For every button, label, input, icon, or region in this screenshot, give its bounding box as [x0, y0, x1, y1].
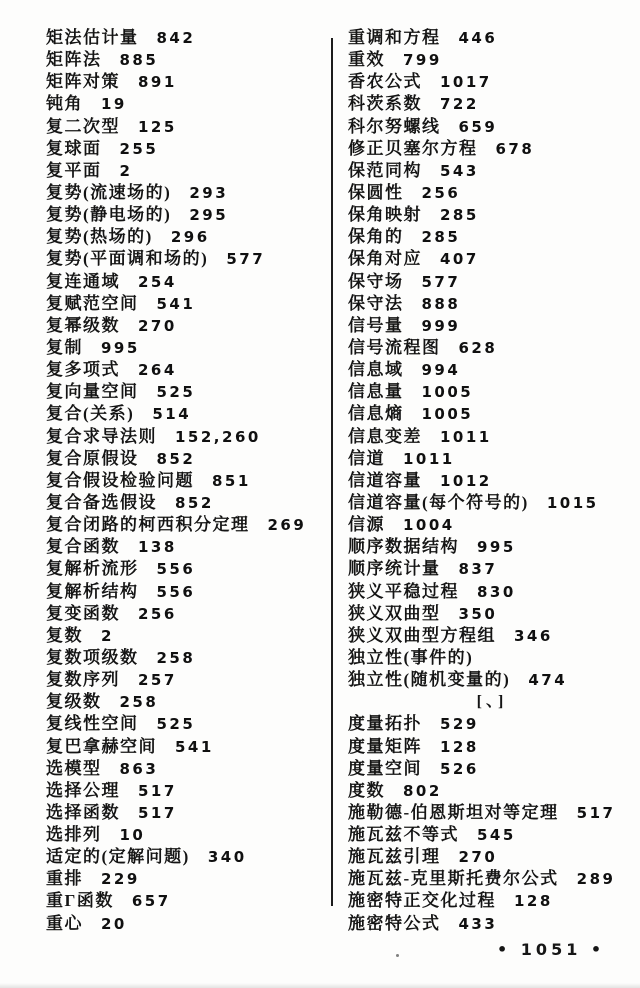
page-number-footer: • 1051 • — [497, 940, 606, 959]
index-page-number: 1011 — [440, 427, 492, 446]
index-term: 度量矩阵 — [348, 736, 422, 756]
index-entry — [46, 780, 338, 802]
index-term: 选排列 — [46, 825, 102, 845]
scan-edge-shadow — [0, 983, 640, 988]
index-entry — [348, 359, 636, 381]
index-page-number: 851 — [212, 471, 251, 490]
index-entry — [348, 381, 636, 403]
index-entry — [348, 27, 636, 49]
index-page-number: 842 — [156, 29, 196, 47]
index-page-number: 350 — [458, 604, 498, 623]
index-entry — [348, 558, 636, 580]
index-page-number: 543 — [440, 161, 479, 180]
index-page-number: 525 — [156, 715, 196, 734]
index-entry — [348, 138, 636, 160]
index-page-number: 529 — [440, 715, 479, 734]
index-term: 狭义平稳过程 — [348, 581, 459, 601]
index-page-number: 2 — [101, 626, 114, 645]
index-term: 保角的 — [348, 227, 404, 247]
index-term: 复合备选假设 — [46, 492, 157, 512]
index-page-number: 258 — [119, 693, 159, 712]
index-page-number: 1004 — [403, 516, 455, 535]
index-entry — [348, 669, 636, 691]
index-entry — [46, 758, 338, 780]
index-term: 科尔努螺线 — [348, 116, 441, 136]
index-term: 复数序列 — [46, 670, 120, 690]
index-entry — [46, 913, 338, 935]
index-entry — [46, 802, 338, 824]
index-term: 复合闭路的柯西积分定理 — [46, 515, 250, 535]
index-term: 香农公式 — [348, 72, 422, 92]
index-entry — [46, 182, 338, 204]
index-term: 保角对应 — [348, 249, 422, 269]
index-page-number: 1005 — [421, 405, 474, 424]
index-page-number: 340 — [207, 848, 247, 867]
index-term: 复多项式 — [46, 360, 120, 380]
index-page-number: 255 — [119, 139, 159, 158]
index-page-number: 1017 — [440, 73, 492, 92]
index-entry — [348, 736, 636, 758]
index-page-number: 722 — [440, 95, 479, 114]
index-term: 信号量 — [348, 315, 404, 335]
index-term: 顺序统计量 — [348, 559, 441, 579]
index-term: 矩阵法 — [46, 50, 102, 70]
index-page-number: 885 — [119, 51, 159, 70]
index-term: 狭义双曲型 — [348, 603, 441, 623]
index-entry — [46, 669, 338, 691]
index-entry — [348, 647, 636, 669]
index-term: 复合(关系) — [46, 404, 135, 424]
index-term: 复向量空间 — [46, 382, 139, 402]
index-entry — [46, 403, 338, 425]
index-term: 复巴拿赫空间 — [46, 736, 157, 756]
index-entry — [46, 248, 338, 270]
index-page-number: 863 — [119, 759, 159, 778]
index-page-number: 678 — [495, 139, 535, 158]
column-divider-rule — [331, 38, 333, 906]
index-term: 复解析流形 — [46, 559, 139, 579]
index-term: 狭义双曲型方程组 — [348, 625, 496, 645]
index-entry — [46, 691, 338, 713]
index-page-number: 446 — [458, 29, 498, 47]
index-page-number: 254 — [138, 272, 177, 291]
index-entry — [46, 625, 338, 647]
index-term: 施密特公式 — [348, 913, 441, 933]
index-page-number: 517 — [138, 803, 177, 822]
index-entry — [46, 890, 338, 912]
index-term: 度数 — [348, 780, 385, 800]
index-page-number: 852 — [175, 493, 214, 512]
index-entry — [348, 315, 636, 337]
index-term: 钝角 — [46, 94, 83, 114]
index-entry — [348, 868, 636, 890]
index-entry — [348, 160, 636, 182]
index-page-number: 285 — [440, 206, 479, 225]
index-entry — [348, 913, 636, 935]
index-entry — [348, 226, 636, 248]
index-entry — [46, 647, 338, 669]
index-entry — [348, 71, 636, 93]
index-entry — [348, 426, 636, 448]
index-term: 信源 — [348, 515, 385, 535]
index-page-number: 289 — [576, 870, 616, 889]
index-term: 复线性空间 — [46, 714, 139, 734]
index-page-number: 1015 — [546, 493, 599, 512]
index-term: 信息域 — [348, 360, 404, 380]
index-page-number: 295 — [189, 206, 229, 225]
index-term: 复赋范空间 — [46, 293, 139, 313]
index-term: 重Γ函数 — [46, 891, 114, 911]
index-entry — [46, 138, 338, 160]
index-page-number: 999 — [421, 316, 461, 335]
index-page-number: 407 — [440, 250, 479, 269]
index-entry — [46, 448, 338, 470]
index-entry — [348, 93, 636, 115]
index-entry — [46, 426, 338, 448]
index-page-number: 128 — [514, 892, 553, 911]
index-entry — [46, 470, 338, 492]
index-entry — [46, 846, 338, 868]
index-term: 复数项级数 — [46, 647, 139, 667]
index-page-number: 577 — [421, 272, 461, 291]
index-term: 信息熵 — [348, 404, 404, 424]
index-term: 复势(平面调和场的) — [46, 249, 209, 269]
index-page-number: 474 — [528, 671, 568, 690]
index-entry — [348, 337, 636, 359]
index-page-number: 852 — [156, 449, 196, 468]
index-entry — [348, 248, 636, 270]
index-page-number: 891 — [138, 73, 177, 92]
index-term: 复合假设检验问题 — [46, 470, 194, 490]
index-term: 复势(流速场的) — [46, 182, 172, 202]
index-page-number: 888 — [421, 294, 461, 313]
index-page-number: 577 — [226, 250, 266, 269]
index-term: 施瓦兹不等式 — [348, 825, 459, 845]
index-page-number: 525 — [156, 383, 196, 402]
index-page-number: 514 — [152, 405, 192, 424]
index-entry — [46, 492, 338, 514]
index-entry — [46, 204, 338, 226]
index-entry — [348, 403, 636, 425]
index-entry — [348, 603, 636, 625]
index-entry — [348, 271, 636, 293]
index-page-number: 293 — [189, 183, 229, 202]
index-entry — [46, 27, 338, 49]
index-term: 复平面 — [46, 160, 102, 180]
index-entry — [348, 758, 636, 780]
index-entry — [348, 536, 636, 558]
index-term: 复幂级数 — [46, 315, 120, 335]
index-page-number: 270 — [458, 848, 498, 867]
index-term: 选择函数 — [46, 802, 120, 822]
index-term: 施密特正交化过程 — [348, 891, 496, 911]
index-term: 复合求导法则 — [46, 426, 157, 446]
index-entry — [46, 603, 338, 625]
index-page-number: 659 — [458, 117, 498, 136]
index-page-number: 1012 — [440, 471, 492, 490]
index-entry — [348, 780, 636, 802]
index-page-number: 541 — [175, 737, 214, 756]
index-page-number: 256 — [421, 183, 461, 202]
index-page-number: 256 — [138, 604, 177, 623]
index-page-number: 285 — [421, 228, 461, 247]
index-term: 选模型 — [46, 758, 102, 778]
index-entry — [348, 492, 636, 514]
index-term: 复势(静电场的) — [46, 205, 172, 225]
index-entry — [348, 846, 636, 868]
index-page-number: 346 — [514, 626, 553, 645]
index-entry — [348, 49, 636, 71]
index-term: 科茨系数 — [348, 94, 422, 114]
index-page-number: 541 — [156, 294, 196, 313]
index-entry — [46, 116, 338, 138]
index-term: 保守场 — [348, 271, 404, 291]
index-term: 独立性(随机变量的) — [348, 670, 511, 690]
index-term: 施瓦兹-克里斯托费尔公式 — [348, 869, 559, 889]
index-entry — [348, 581, 636, 603]
index-term: 矩法估计量 — [46, 28, 139, 47]
index-term: 适定的(定解问题) — [46, 847, 190, 867]
index-term: 信号流程图 — [348, 337, 441, 357]
index-page-number: 1011 — [403, 449, 455, 468]
index-page-number: 628 — [458, 338, 498, 357]
index-page-number: 269 — [267, 516, 307, 535]
index-page-number: 125 — [138, 117, 177, 136]
index-term: [、] — [476, 693, 508, 711]
index-term: 度量空间 — [348, 758, 422, 778]
index-page-number: 138 — [138, 538, 177, 557]
index-term: 施瓦兹引理 — [348, 847, 441, 867]
index-entry — [46, 713, 338, 735]
index-term: 重排 — [46, 869, 83, 889]
index-entry — [46, 558, 338, 580]
index-page-number: 264 — [138, 361, 177, 380]
index-entry — [46, 736, 338, 758]
index-page-number: 517 — [138, 781, 177, 800]
index-term: 信道 — [348, 448, 385, 468]
index-entry — [46, 160, 338, 182]
index-entry — [46, 293, 338, 315]
index-entry — [46, 824, 338, 846]
index-term: 独立性(事件的) — [348, 647, 474, 667]
index-entry — [348, 890, 636, 912]
index-term: 复合函数 — [46, 537, 120, 557]
ink-speck — [396, 954, 399, 957]
index-page-number: 556 — [156, 582, 196, 601]
index-entry — [46, 93, 338, 115]
index-page-number: 994 — [421, 361, 461, 380]
index-term: 施勒德-伯恩斯坦对等定理 — [348, 802, 559, 822]
index-term: 复数 — [46, 625, 83, 645]
index-entry — [348, 182, 636, 204]
index-entry — [46, 337, 338, 359]
index-term: 顺序数据结构 — [348, 537, 459, 557]
index-entry — [348, 448, 636, 470]
index-page-number: 270 — [138, 316, 177, 335]
index-page-number: 152,260 — [175, 427, 261, 446]
index-page-number: 257 — [138, 671, 177, 690]
index-entry — [348, 470, 636, 492]
index-page-number: 296 — [170, 228, 210, 247]
index-term: 复级数 — [46, 692, 102, 712]
index-entry — [46, 359, 338, 381]
index-page-number: 433 — [458, 914, 498, 933]
index-entry — [348, 824, 636, 846]
index-term: 保范同构 — [348, 160, 422, 180]
index-entry — [46, 381, 338, 403]
index-entry — [348, 204, 636, 226]
index-entry — [46, 514, 338, 536]
index-term: 保圆性 — [348, 182, 404, 202]
index-term: 复制 — [46, 337, 83, 357]
index-term: 复连通域 — [46, 271, 120, 291]
index-page-number: 1005 — [421, 383, 474, 402]
index-entry — [46, 226, 338, 248]
index-entry — [348, 802, 636, 824]
index-term: 重心 — [46, 913, 83, 933]
index-term: 信道容量 — [348, 470, 422, 490]
index-term: 复势(热场的) — [46, 227, 153, 247]
index-term: 保守法 — [348, 293, 404, 313]
index-page-number: 10 — [119, 826, 146, 845]
index-term: 信息变差 — [348, 426, 422, 446]
index-entry — [46, 71, 338, 93]
index-page-number: 802 — [403, 781, 442, 800]
index-term: 矩阵对策 — [46, 72, 120, 92]
index-entry — [348, 625, 636, 647]
index-column-left — [46, 27, 338, 935]
index-entry — [348, 116, 636, 138]
index-entry — [348, 713, 636, 735]
index-page-number: 2 — [119, 161, 133, 180]
index-page-number: 229 — [101, 870, 140, 889]
index-entry — [46, 315, 338, 337]
index-entry — [46, 868, 338, 890]
index-term: 修正贝塞尔方程 — [348, 138, 478, 158]
index-entry — [46, 581, 338, 603]
index-page-number: 526 — [440, 759, 479, 778]
index-page-number: 995 — [477, 538, 516, 557]
index-page-number: 830 — [477, 582, 516, 601]
index-entry — [348, 691, 636, 713]
index-column-right — [348, 27, 636, 935]
index-page-number: 258 — [156, 648, 196, 667]
index-entry — [348, 514, 636, 536]
index-term: 复二次型 — [46, 116, 120, 136]
index-term: 信道容量(每个符号的) — [348, 492, 529, 512]
index-page-number: 545 — [477, 826, 516, 845]
index-term: 信息量 — [348, 382, 404, 402]
index-term: 复合原假设 — [46, 448, 139, 468]
index-term: 重调和方程 — [348, 28, 441, 47]
index-page-number: 657 — [131, 892, 171, 911]
index-term: 重效 — [348, 50, 385, 70]
index-page-number: 799 — [403, 51, 442, 70]
index-page-number: 19 — [101, 95, 127, 114]
index-entry — [348, 293, 636, 315]
index-term: 复解析结构 — [46, 581, 139, 601]
index-page-number: 20 — [101, 914, 127, 933]
index-term: 保角映射 — [348, 205, 422, 225]
index-page-number: 128 — [440, 737, 479, 756]
index-entry — [46, 271, 338, 293]
index-term: 复变函数 — [46, 603, 120, 623]
index-page-number: 837 — [458, 560, 498, 579]
index-page-number: 517 — [576, 803, 616, 822]
index-page-number: 556 — [156, 560, 196, 579]
index-term: 复球面 — [46, 138, 102, 158]
index-entry — [46, 49, 338, 71]
index-term: 选择公理 — [46, 780, 120, 800]
index-entry — [46, 536, 338, 558]
index-term: 度量拓扑 — [348, 714, 422, 734]
index-page-number: 995 — [101, 338, 140, 357]
